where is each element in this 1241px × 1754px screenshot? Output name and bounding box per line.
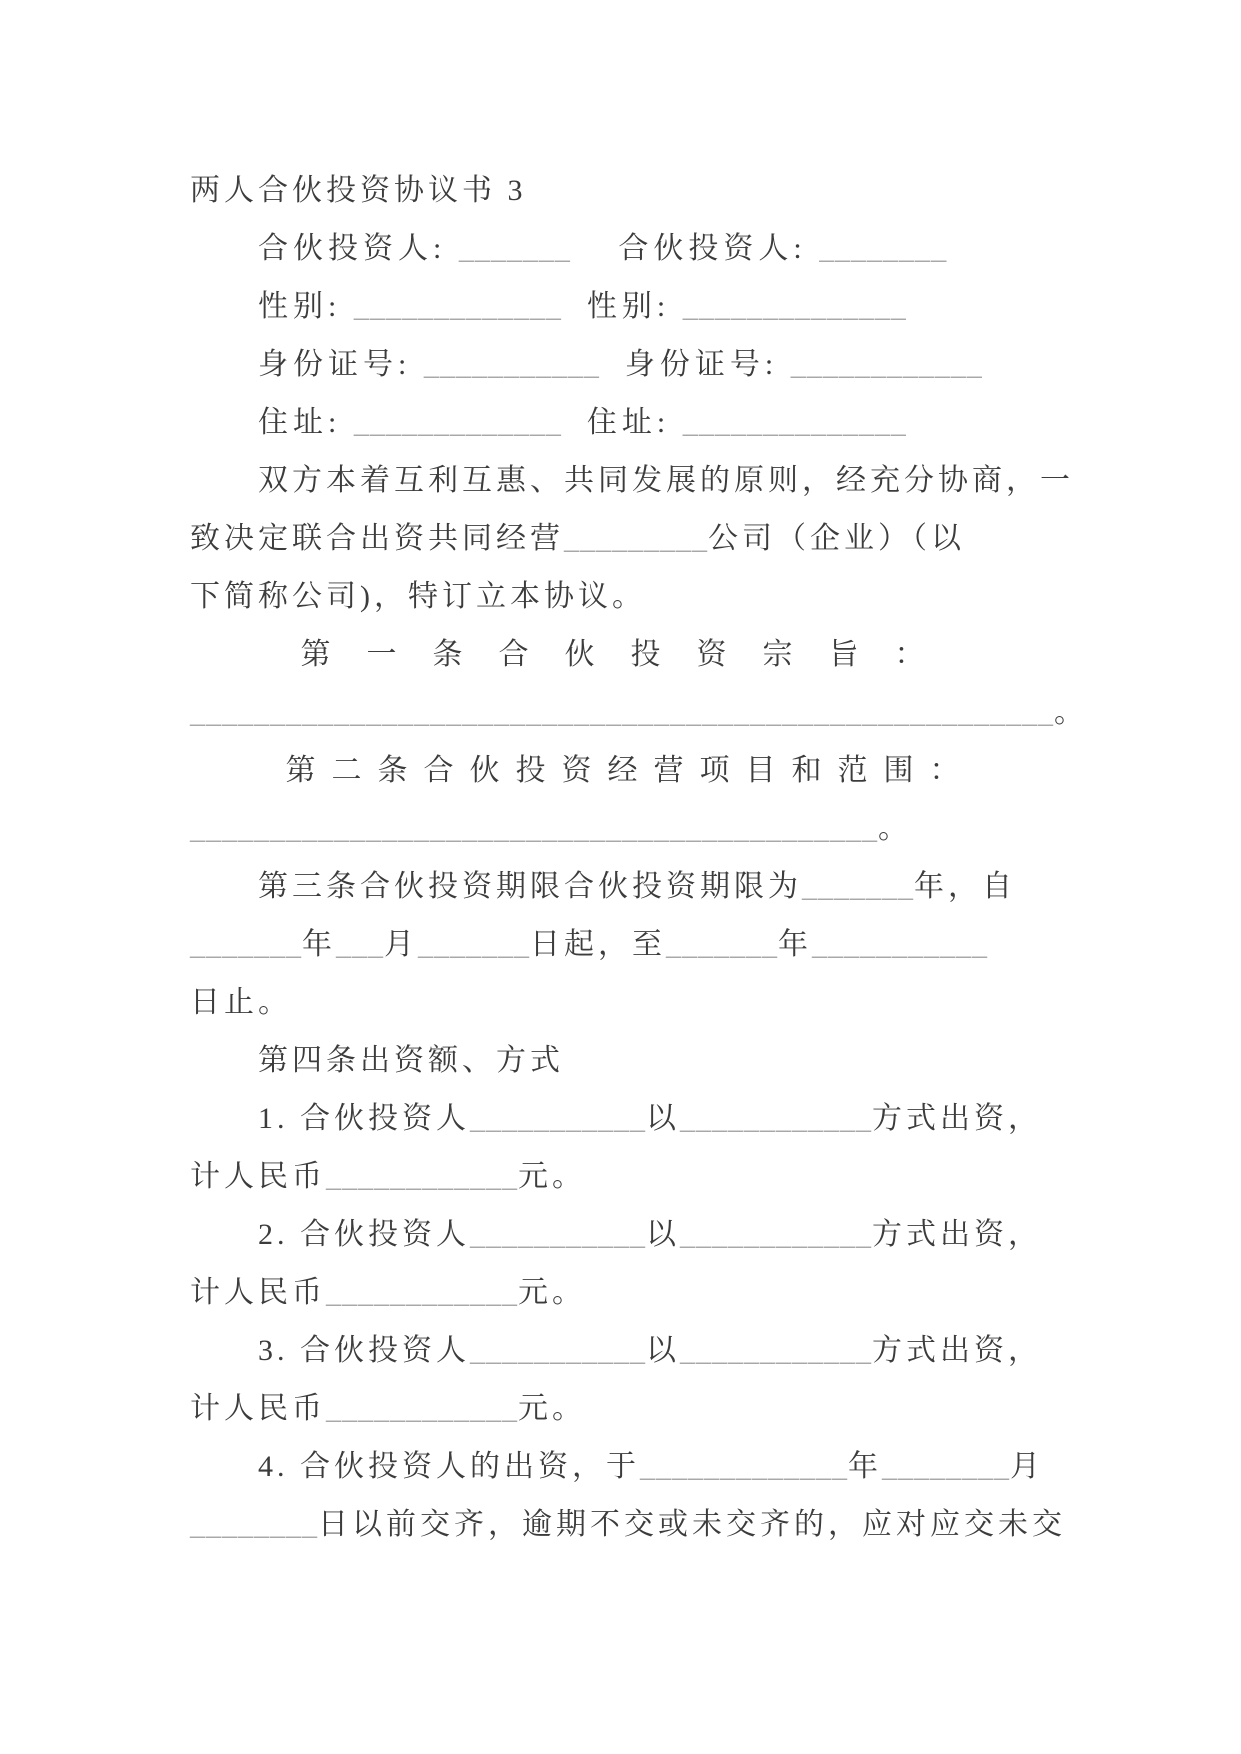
item4-day-blank-field: ________ — [190, 1508, 318, 1541]
item1-partner-blank-field: ___________ — [470, 1102, 646, 1135]
clause3-line3 — [190, 974, 1071, 1032]
clause4-item3-line2 — [190, 1380, 1071, 1438]
text-segment: 2. 合伙投资人 — [258, 1218, 470, 1251]
clause3-line1 — [190, 858, 1071, 916]
text-segment: 以 — [646, 1102, 680, 1135]
clause4-item2-line1 — [190, 1206, 1071, 1264]
text-segment: 月 — [384, 928, 418, 961]
gender-a-blank-field: _____________ — [353, 290, 562, 323]
end-day-blank-field: ___________ — [812, 928, 988, 961]
item4-month-blank-field: ________ — [882, 1450, 1010, 1483]
clause4-item4-line2 — [190, 1496, 1071, 1554]
clause4-item3-line1 — [190, 1322, 1071, 1380]
address-a-blank-field: _____________ — [353, 406, 562, 439]
clause4-item2-line2 — [190, 1264, 1071, 1322]
text-segment: 双方本着互利互惠、共同发展的原则，经充分协商，一 — [258, 464, 1074, 497]
clause4-item1-line2 — [190, 1148, 1071, 1206]
company-name-blank-field: _________ — [564, 522, 708, 555]
clause2-blank-line — [190, 800, 1071, 858]
doc-title — [190, 162, 1071, 220]
item1-amount-blank-field: ____________ — [326, 1160, 518, 1193]
item2-method-blank-field: ____________ — [680, 1218, 872, 1251]
id-a-blank-field: ___________ — [423, 348, 600, 381]
para-preamble-line3 — [190, 568, 1071, 626]
id-b-label: 身份证号: — [599, 348, 791, 381]
id-b-blank-field: ____________ — [790, 348, 983, 381]
clause4-item4-line1 — [190, 1438, 1071, 1496]
text-segment: 致决定联合出资共同经营 — [190, 522, 564, 555]
text-segment: 年，自 — [914, 870, 1016, 903]
gender-b-blank-field: ______________ — [682, 290, 907, 323]
address-a-label: 住址: — [258, 406, 354, 439]
text-segment: 方式出资， — [872, 1334, 1042, 1367]
clause2-blank-field: ___________________________________________ — [190, 812, 878, 845]
text-segment: 以 — [646, 1334, 680, 1367]
text-segment: 方式出资， — [872, 1218, 1042, 1251]
end-year-blank-field: _______ — [666, 928, 778, 961]
term-years-blank-field: _______ — [802, 870, 914, 903]
item1-method-blank-field: ____________ — [680, 1102, 872, 1135]
start-month-blank-field: ___ — [336, 928, 384, 961]
text-segment: 年 — [848, 1450, 882, 1483]
row-gender — [190, 278, 1071, 336]
text-segment: 年 — [778, 928, 812, 961]
start-year-blank-field: _______ — [190, 928, 302, 961]
para-preamble-line1 — [190, 452, 1074, 510]
clause4-item1-line1 — [190, 1090, 1071, 1148]
row-id-number — [190, 336, 1071, 394]
text-segment: 元。 — [518, 1160, 586, 1193]
item3-method-blank-field: ____________ — [680, 1334, 872, 1367]
text-segment: 。 — [1054, 696, 1088, 729]
row-partner-names — [190, 220, 1071, 278]
clause1-heading — [190, 626, 1071, 684]
text-segment: 日以前交齐，逾期不交或未交齐的，应对应交未交 — [318, 1508, 1066, 1541]
item3-partner-blank-field: ___________ — [470, 1334, 646, 1367]
address-b-blank-field: ______________ — [682, 406, 907, 439]
clause1-heading-text: 第一条合伙投资宗旨： — [300, 638, 961, 671]
text-segment: 元。 — [518, 1276, 586, 1309]
text-segment: 方式出资， — [872, 1102, 1042, 1135]
clause4-heading — [190, 1032, 1071, 1090]
text-segment: 年 — [302, 928, 336, 961]
para-preamble-line2 — [190, 510, 1071, 568]
gender-b-label: 性别: — [561, 290, 683, 323]
partner-b-blank-field: ________ — [819, 232, 948, 265]
text-segment: 公司（企业）（以 — [708, 522, 965, 555]
partner-a-label: 合伙投资人: — [258, 232, 459, 265]
start-day-blank-field: _______ — [418, 928, 530, 961]
text-segment: 计人民币 — [190, 1160, 326, 1193]
text-segment: 元。 — [518, 1392, 586, 1425]
clause2-heading-text: 第二条合伙投资经营项目和范围： — [285, 754, 976, 787]
clause1-blank-field: ______________________________________________________ — [190, 696, 1054, 729]
address-b-label: 住址: — [561, 406, 683, 439]
text-segment: 日起，至 — [530, 928, 666, 961]
row-address — [190, 394, 1071, 452]
clause2-heading — [190, 742, 1071, 800]
text-segment: 下简称公司)，特订立本协议。 — [190, 580, 646, 613]
gender-a-label: 性别: — [258, 290, 354, 323]
text-segment: 月 — [1010, 1450, 1044, 1483]
text-segment: 。 — [878, 812, 912, 845]
text-segment: 1. 合伙投资人 — [258, 1102, 470, 1135]
partner-b-label: 合伙投资人: — [570, 232, 820, 265]
item3-amount-blank-field: ____________ — [326, 1392, 518, 1425]
item2-amount-blank-field: ____________ — [326, 1276, 518, 1309]
text-segment: 3. 合伙投资人 — [258, 1334, 470, 1367]
partner-a-blank-field: _______ — [458, 232, 571, 265]
text-segment: 第三条合伙投资期限合伙投资期限为 — [258, 870, 802, 903]
clause3-line2 — [190, 916, 1071, 974]
text-segment: 日止。 — [190, 986, 292, 1019]
id-a-label: 身份证号: — [258, 348, 424, 381]
text-segment: 计人民币 — [190, 1276, 326, 1309]
item2-partner-blank-field: ___________ — [470, 1218, 646, 1251]
item4-year-blank-field: _____________ — [640, 1450, 848, 1483]
text-segment: 以 — [646, 1218, 680, 1251]
text-segment: 4. 合伙投资人的出资，于 — [258, 1450, 640, 1483]
text-segment: 计人民币 — [190, 1392, 326, 1425]
clause1-blank-line — [190, 684, 1088, 742]
clause4-heading-text: 第四条出资额、方式 — [258, 1044, 564, 1077]
doc-title-text: 两人合伙投资协议书 3 — [190, 174, 527, 207]
